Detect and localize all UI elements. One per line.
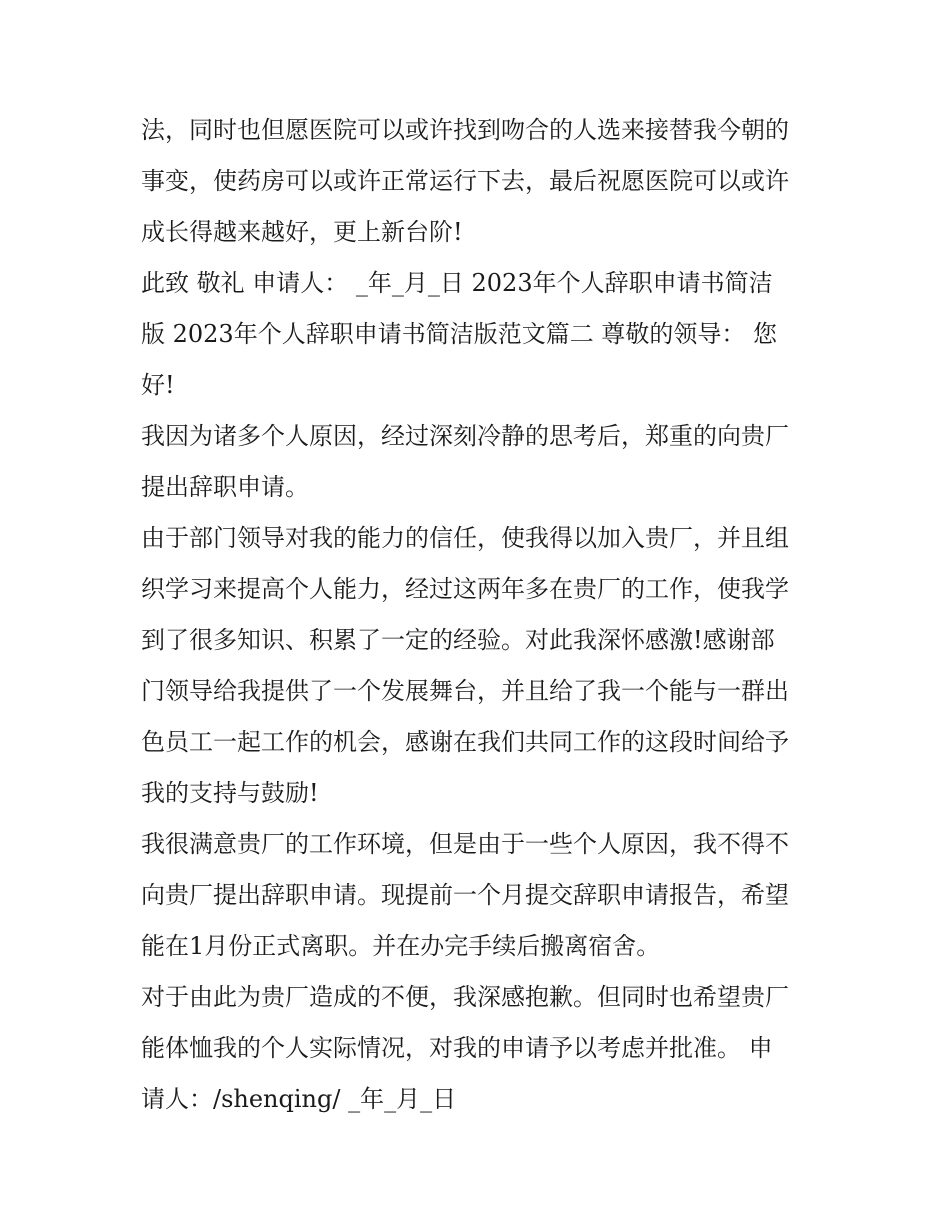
text-line: 能在1月份正式离职。并在办完手续后搬离宿舍。 xyxy=(141,932,661,960)
text-line: 提出辞职申请。 xyxy=(141,473,309,501)
text-line: 好! xyxy=(141,371,175,399)
text-line: 此致 敬礼 申请人： _年_月_日 2023年个人辞职申请书简洁 xyxy=(141,269,773,297)
text-line: 织学习来提高个人能力，经过这两年多在贵厂的工作，使我学 xyxy=(141,575,789,603)
document-body xyxy=(141,105,813,1125)
text-line: 我的支持与鼓励! xyxy=(141,779,319,807)
text-line: 事变，使药房可以或许正常运行下去，最后祝愿医院可以或许 xyxy=(141,167,789,195)
text-line: 色员工一起工作的机会，感谢在我们共同工作的这段时间给予 xyxy=(141,728,789,756)
text-line: 能体恤我的个人实际情况，对我的申请予以考虑并批准。 申 xyxy=(141,1034,773,1062)
text-line: 版 2023年个人辞职申请书简洁版范文篇二 尊敬的领导： 您 xyxy=(141,320,777,348)
text-line: 对于由此为贵厂造成的不便，我深感抱歉。但同时也希望贵厂 xyxy=(141,983,789,1011)
text-line: 门领导给我提供了一个发展舞台，并且给了我一个能与一群出 xyxy=(141,677,789,705)
text-line: 到了很多知识、积累了一定的经验。对此我深怀感激!感谢部 xyxy=(141,626,775,654)
text-line: 向贵厂提出辞职申请。现提前一个月提交辞职申请报告，希望 xyxy=(141,881,789,909)
text-line: 法，同时也但愿医院可以或许找到吻合的人选来接替我今朝的 xyxy=(141,116,789,144)
text-line: 我很满意贵厂的工作环境，但是由于一些个人原因，我不得不 xyxy=(141,830,789,858)
text-line: 我因为诸多个人原因，经过深刻冷静的思考后，郑重的向贵厂 xyxy=(141,422,789,450)
text-line: 请人：/shenqing/ _年_月_日 xyxy=(141,1085,457,1113)
text-line: 成长得越来越好，更上新台阶! xyxy=(141,218,463,246)
text-line: 由于部门领导对我的能力的信任，使我得以加入贵厂，并且组 xyxy=(141,524,789,552)
